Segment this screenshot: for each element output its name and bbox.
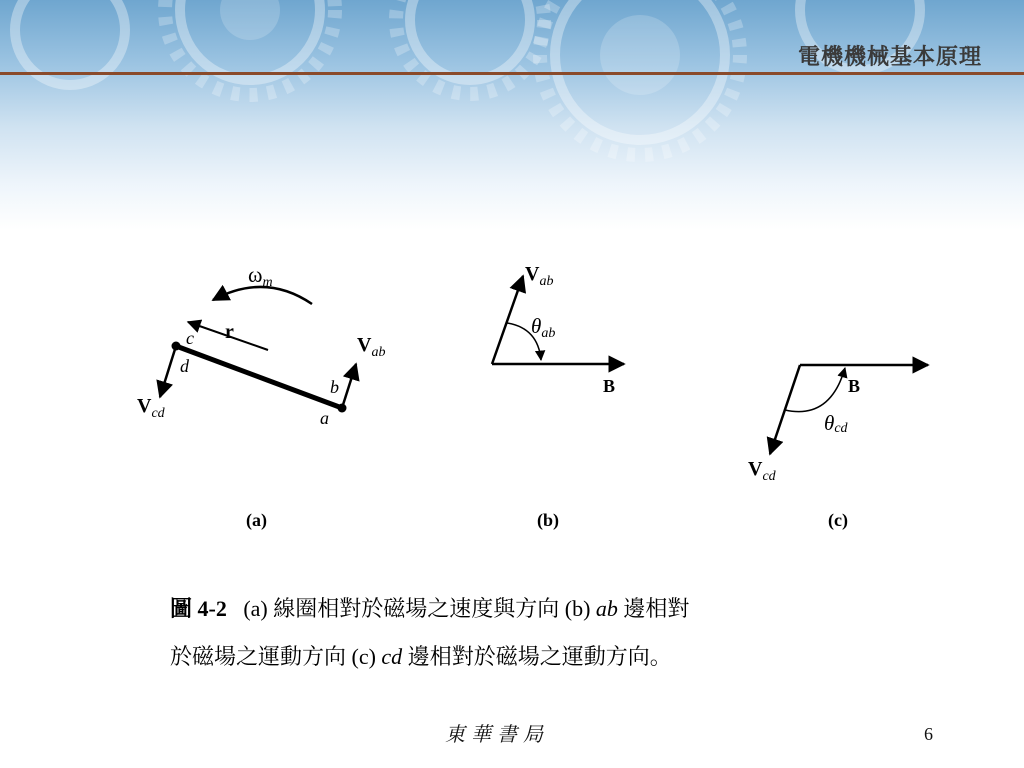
- vcd-vector: [160, 346, 176, 397]
- caption-line-1: [170, 592, 689, 623]
- point-b-label: b: [330, 377, 339, 397]
- panel-c: [748, 365, 928, 531]
- b-field-label-b: B: [603, 376, 616, 396]
- caption-ab: ab: [595, 596, 618, 621]
- b-field-label-c: B: [848, 376, 861, 396]
- point-d-label: d: [180, 356, 189, 376]
- point-a-label: a: [320, 408, 329, 428]
- point-c-label: c: [186, 328, 194, 348]
- vab-vector-b: [492, 276, 523, 364]
- caption-line-2: [170, 640, 672, 671]
- caption-text-1a: (a) 線圈相對於磁場之速度與方向 (b): [243, 596, 596, 621]
- figure-number: 圖 4-2: [170, 596, 227, 621]
- coil-side: [176, 346, 342, 408]
- caption-cd: cd: [381, 644, 403, 669]
- page-number: 6: [924, 724, 933, 744]
- caption-text-1b: 邊相對: [617, 596, 690, 621]
- header-title: 電機機械基本原理: [797, 45, 982, 70]
- vcd-label-a: $V_{cd}$: [137, 395, 165, 421]
- panel-c-label: (c): [828, 510, 848, 530]
- vab-label-a: $V_{ab}$: [357, 334, 386, 360]
- vcd-vector-c: [770, 365, 800, 454]
- panel-b: [492, 263, 624, 531]
- theta-ab-label: θab: [531, 314, 556, 341]
- theta-cd-arc: [785, 368, 845, 412]
- caption-text-2a: 於磁場之運動方向 (c): [170, 644, 382, 669]
- panel-a-label: (a): [246, 510, 267, 530]
- panel-a: [137, 262, 385, 531]
- theta-cd-label: θcd: [824, 411, 848, 436]
- caption-text-2b: 邊相對於磁場之運動方向。: [402, 644, 672, 669]
- vcd-label-c: $V_{cd}$: [748, 458, 776, 484]
- vab-label-b: $V_{ab}$: [525, 263, 554, 289]
- vab-vector: [342, 364, 356, 408]
- omega-label: ωm: [248, 262, 273, 290]
- panel-b-label: (b): [537, 510, 559, 530]
- publisher-name: 東華書局: [445, 722, 549, 746]
- r-label: r: [225, 321, 234, 343]
